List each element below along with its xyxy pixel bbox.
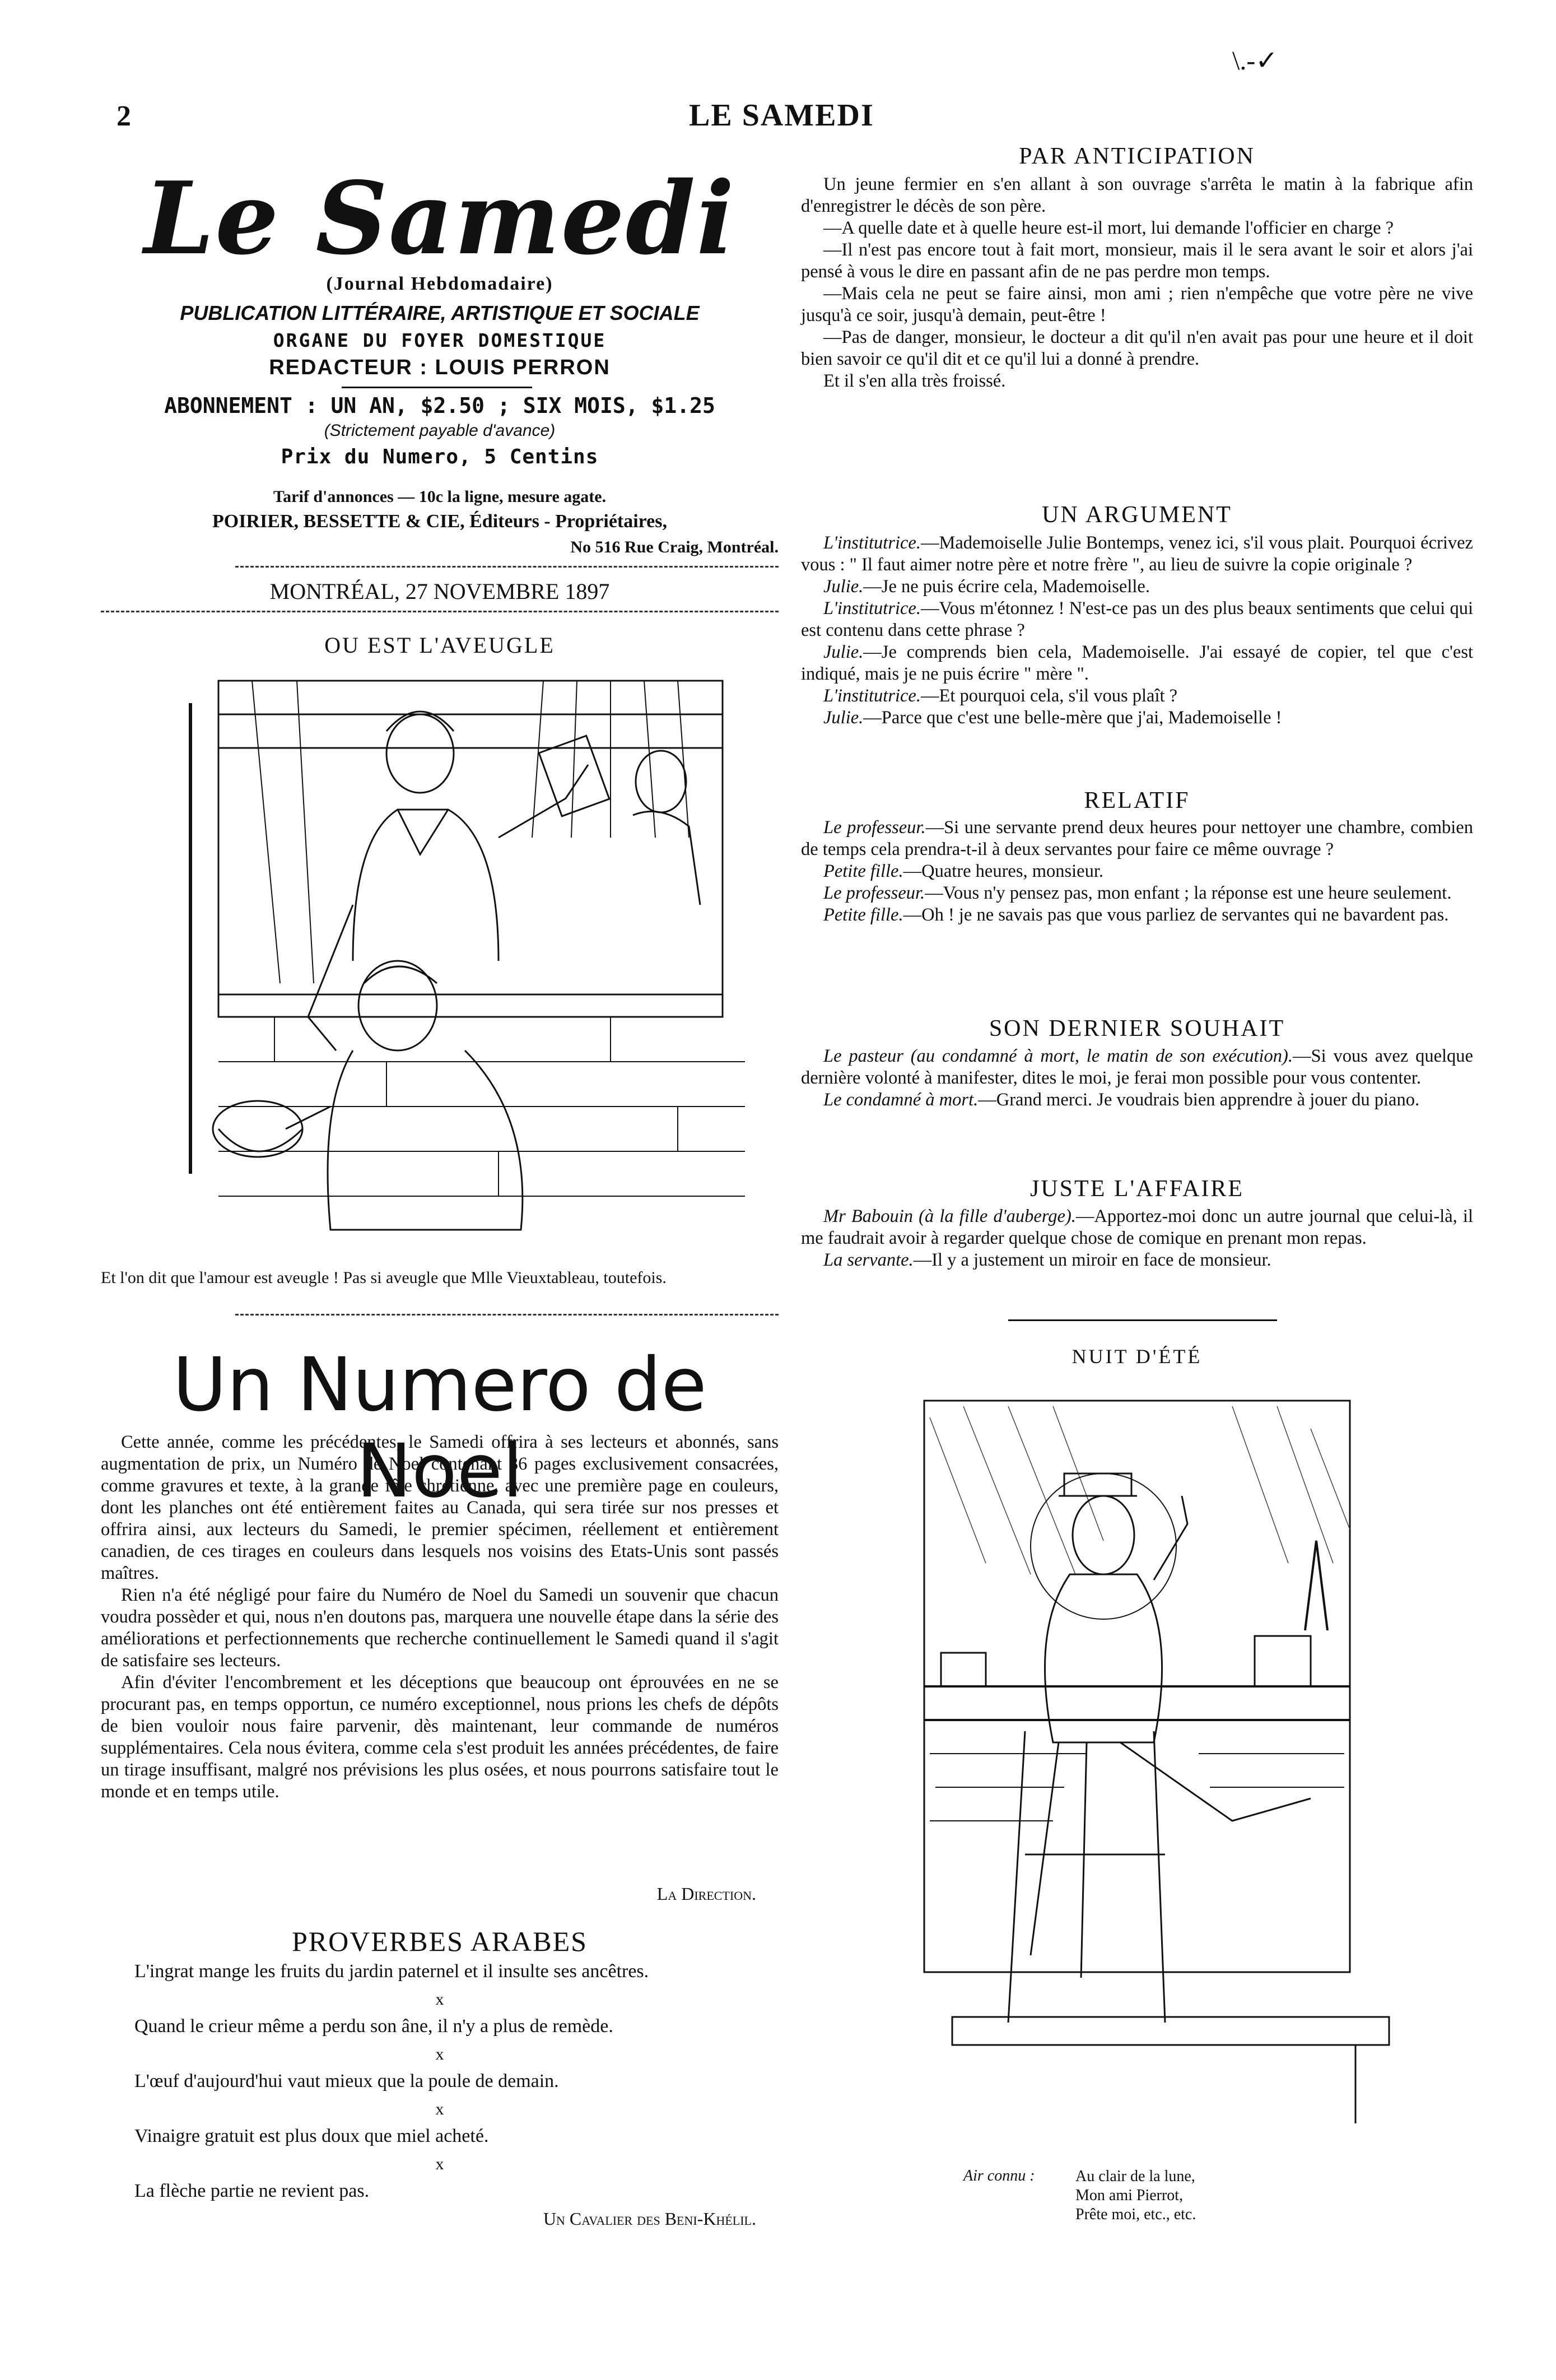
line-text: —Je comprends bien cela, Mademoiselle. J'ai essayé de copier, tel que c'est indiqué, mais je ne puis écrire " mère ". [801,642,1473,684]
page-number: 2 [117,100,131,132]
masthead-publication: PUBLICATION LITTÉRAIRE, ARTISTIQUE ET SOCIALE [180,301,700,324]
line-text: —Apportez-moi donc un autre journal que celui-là, il me faudrait avoir à regarder quelque chose de comique en prenant mon repas. [801,1206,1473,1248]
line-text: —Vous n'y pensez pas, mon enfant ; la réponse est une heure seulement. [925,883,1452,903]
souhait-title: SON DERNIER SOUHAIT [989,1016,1285,1042]
masthead-logo: Le Samedi [144,160,735,277]
speaker: Julie. [823,708,864,728]
line-text: —Si vous avez quelque dernière volonté à manifester, dites le moi, je ferai mon possible pour vous contenter. [801,1046,1473,1088]
noel-body [101,1431,779,1803]
line-text: —Grand merci. Je voudrais bien apprendre à jouer du piano. [978,1090,1420,1110]
noel-paragraph: Cette année, comme les précédentes, le Samedi offrira à ses lecteurs et abonnés, sans augmentation de prix, un Numéro de Noel contenant 36 pages exclusivement consacrées, comme gravures et texte, à la grande fête chrétienne, avec une première page en couleurs, dont les planches ont été entièrement faites au Canada, qui sera tirée sur nos presses et offrira ainsi, aux lecteurs du Samedi, le premier spécimen, réellement et entièrement canadien, de ces tirages en couleurs dans lesquels nos voisins des Etats-Unis sont passés maîtres. [101,1432,779,1583]
masthead-address: No 516 Rue Craig, Montréal. [570,538,779,556]
dialogue-line [801,685,1473,707]
cartoon-title: OU EST L'AVEUGLE [324,633,555,658]
corner-mark: \.-✓ [1232,46,1278,76]
dashed-rule [235,566,779,568]
line-text: —Je ne puis écrire cela, Mademoiselle. [863,577,1150,597]
proverbes-signature: Un Cavalier des Beni-Khélil. [543,2209,756,2229]
proverbe-item: Vinaigre gratuit est plus doux que miel acheté. [134,2126,489,2146]
speaker: L'institutrice. [823,533,921,553]
dashed-rule [101,611,779,612]
masthead-tarif: Tarif d'annonces — 10c la ligne, mesure agate. [273,487,607,506]
line-text: —Il y a justement un miroir en face de monsieur. [913,1250,1271,1270]
anticipation-paragraph: Un jeune fermier en s'en allant à son ouvrage s'arrêta le matin à la fabrique afin d'enregistrer le décès de son père. [801,174,1473,216]
anticipation-paragraph: —A quelle date et à quelle heure est-il mort, lui demande l'officier en charge ? [823,218,1394,238]
line-text: —Quatre heures, monsieur. [903,861,1103,881]
line-text: —Mademoiselle Julie Bontemps, venez ici, s'il vous plait. Pourquoi écrivez vous : " Il faut aimer notre père et notre frère ", au lieu de suivre la copie originale ? [801,533,1473,575]
proverbe-separator: x [435,1990,444,2009]
cartoon-drawing [185,670,773,1258]
masthead-abonnement: ABONNEMENT : UN AN, $2.50 ; SIX MOIS, $1.25 [164,393,715,418]
dialogue-line [801,1045,1473,1089]
line-text: —Si une servante prend deux heures pour nettoyer une chambre, combien de temps cela prendra-t-il à deux servantes pour faire ce même ouvrage ? [801,817,1473,859]
proverbe-separator: x [435,2045,444,2063]
speaker: L'institutrice. [823,598,921,619]
anticipation-title: PAR ANTICIPATION [1019,143,1255,169]
argument-title: UN ARGUMENT [1042,502,1232,528]
proverbe-item: L'ingrat mange les fruits du jardin paternel et il insulte ses ancêtres. [134,1961,649,1982]
speaker: Mr Babouin (à la fille d'auberge). [823,1206,1076,1226]
dialogue-line [801,817,1473,861]
speaker: Le condamné à mort. [823,1090,979,1110]
anticipation-paragraph: Et il s'en alla très froissé. [823,371,1006,391]
line-text: —Parce que c'est une belle-mère que j'ai, Mademoiselle ! [863,708,1282,728]
cartoon-illustration [185,670,773,1258]
dialogue-line [801,707,1473,729]
dialogue-line [801,904,1473,926]
anticipation-paragraph: —Il n'est pas encore tout à fait mort, monsieur, mais il le sera avant le soir et alors j'ai pensé à vous le dire en passant afin de ne pas perdre mon temps. [801,240,1473,282]
noel-paragraph: Afin d'éviter l'encombrement et les déceptions que beaucoup ont éprouvées en ne se procurant pas, en temps opportun, ce numéro exceptionnel, nous prions les chefs de dépôts de bien vouloir nous faire parvenir, dès maintenant, leur commande de numéros supplémentaires. Cela nous évitera, comme cela s'est produit les années précédentes, de faire un tirage insuffisant, malgré nos prévisions les plus osées, et nous pourrons satisfaire tout le monde et en temps utile. [101,1672,779,1802]
anticipation-paragraph: —Mais cela ne peut se faire ainsi, mon ami ; rien n'empêche que votre père ne vive jusqu'à ce soir, jusqu'à demain, peut-être ! [801,283,1473,326]
section-rule [1008,1319,1277,1321]
nuit-drawing [919,1395,1400,2163]
dialogue-line [801,642,1473,685]
dialogue-line [801,576,1473,598]
speaker: Julie. [823,642,864,662]
proverbes-title: PROVERBES ARABES [292,1926,588,1957]
dashed-rule [235,1314,779,1315]
nuit-title: NUIT D'ÉTÉ [1072,1345,1203,1368]
speaker: Petite fille. [823,905,903,925]
dialogue-line [801,598,1473,642]
proverbe-item: Quand le crieur même a perdu son âne, il n'y a plus de remède. [134,2016,613,2037]
speaker: L'institutrice. [823,686,921,706]
speaker: Le professeur. [823,817,926,838]
speaker: Le professeur. [823,883,925,903]
dialogue-line [801,882,1473,904]
proverbe-item: L'œuf d'aujourd'hui vaut mieux que la poule de demain. [134,2071,559,2091]
anticipation-paragraph: —Pas de danger, monsieur, le docteur a dit qu'il n'en avait pas pour une heure et il doit bien savoir ce qu'il dit et ce qu'il lui a donné à prendre. [801,327,1473,369]
lyric-line: Au clair de la lune, [1075,2168,1195,2185]
line-text: —Vous m'étonnez ! N'est-ce pas un des plus beaux sentiments que celui qui est contenu dans cette phrase ? [801,598,1473,640]
dialogue-line [801,1249,1473,1271]
argument-body [801,532,1473,729]
issue-date: MONTRÉAL, 27 NOVEMBRE 1897 [269,579,610,604]
masthead-journal: (Journal Hebdomadaire) [326,273,553,294]
speaker: Le pasteur (au condamné à mort, le matin de son exécution). [823,1046,1293,1066]
masthead-organe: ORGANE DU FOYER DOMESTIQUE [273,329,607,351]
noel-title: Un Numero de Noel [173,1342,707,1514]
noel-paragraph: Rien n'a été négligé pour faire du Numéro de Noel du Samedi un souvenir que chacun voudra possèder et qui, nous n'en doutons pas, marquera une nouvelle étape dans la série des améliorations et perfectionnements que recherche continuellement le Samedi quand il s'agit de satisfaire ses lecteurs. [101,1585,779,1671]
proverbe-separator: x [435,2155,444,2173]
dialogue-line [801,532,1473,576]
affaire-body [801,1206,1473,1271]
line-text: —Oh ! je ne savais pas que vous parliez de servantes qui ne bavardent pas. [903,905,1449,925]
proverbe-item: La flèche partie ne revient pas. [134,2181,370,2201]
noel-signature: La Direction. [656,1884,756,1904]
nuit-illustration [919,1395,1400,2163]
air-lyrics [1075,2167,1196,2224]
lyric-line: Prête moi, etc., etc. [1075,2206,1196,2223]
relatif-body [801,817,1473,926]
dialogue-line [801,1206,1473,1249]
souhait-body [801,1045,1473,1111]
masthead-editeurs: POIRIER, BESSETTE & CIE, Éditeurs - Propriétaires, [212,511,667,532]
masthead-strictement: (Strictement payable d'avance) [324,421,556,440]
line-text: —Et pourquoi cela, s'il vous plaît ? [920,686,1178,706]
lyric-line: Mon ami Pierrot, [1075,2187,1184,2204]
affaire-title: JUSTE L'AFFAIRE [1030,1176,1244,1202]
masthead-prix: Prix du Numero, 5 Centins [281,445,599,468]
running-head: LE SAMEDI [689,98,874,133]
masthead-rule [342,387,532,388]
proverbe-separator: x [435,2100,444,2118]
speaker: Petite fille. [823,861,903,881]
air-label: Air connu : [963,2167,1035,2184]
speaker: La servante. [823,1250,914,1270]
dialogue-line [801,1089,1473,1111]
dialogue-line [801,861,1473,882]
masthead-redacteur: REDACTEUR : LOUIS PERRON [269,356,611,379]
cartoon-caption: Et l'on dit que l'amour est aveugle ! Pas si aveugle que Mlle Vieuxtableau, toutefois. [101,1268,667,1287]
relatif-title: RELATIF [1084,788,1190,814]
speaker: Julie. [823,577,864,597]
anticipation-body [801,174,1473,392]
